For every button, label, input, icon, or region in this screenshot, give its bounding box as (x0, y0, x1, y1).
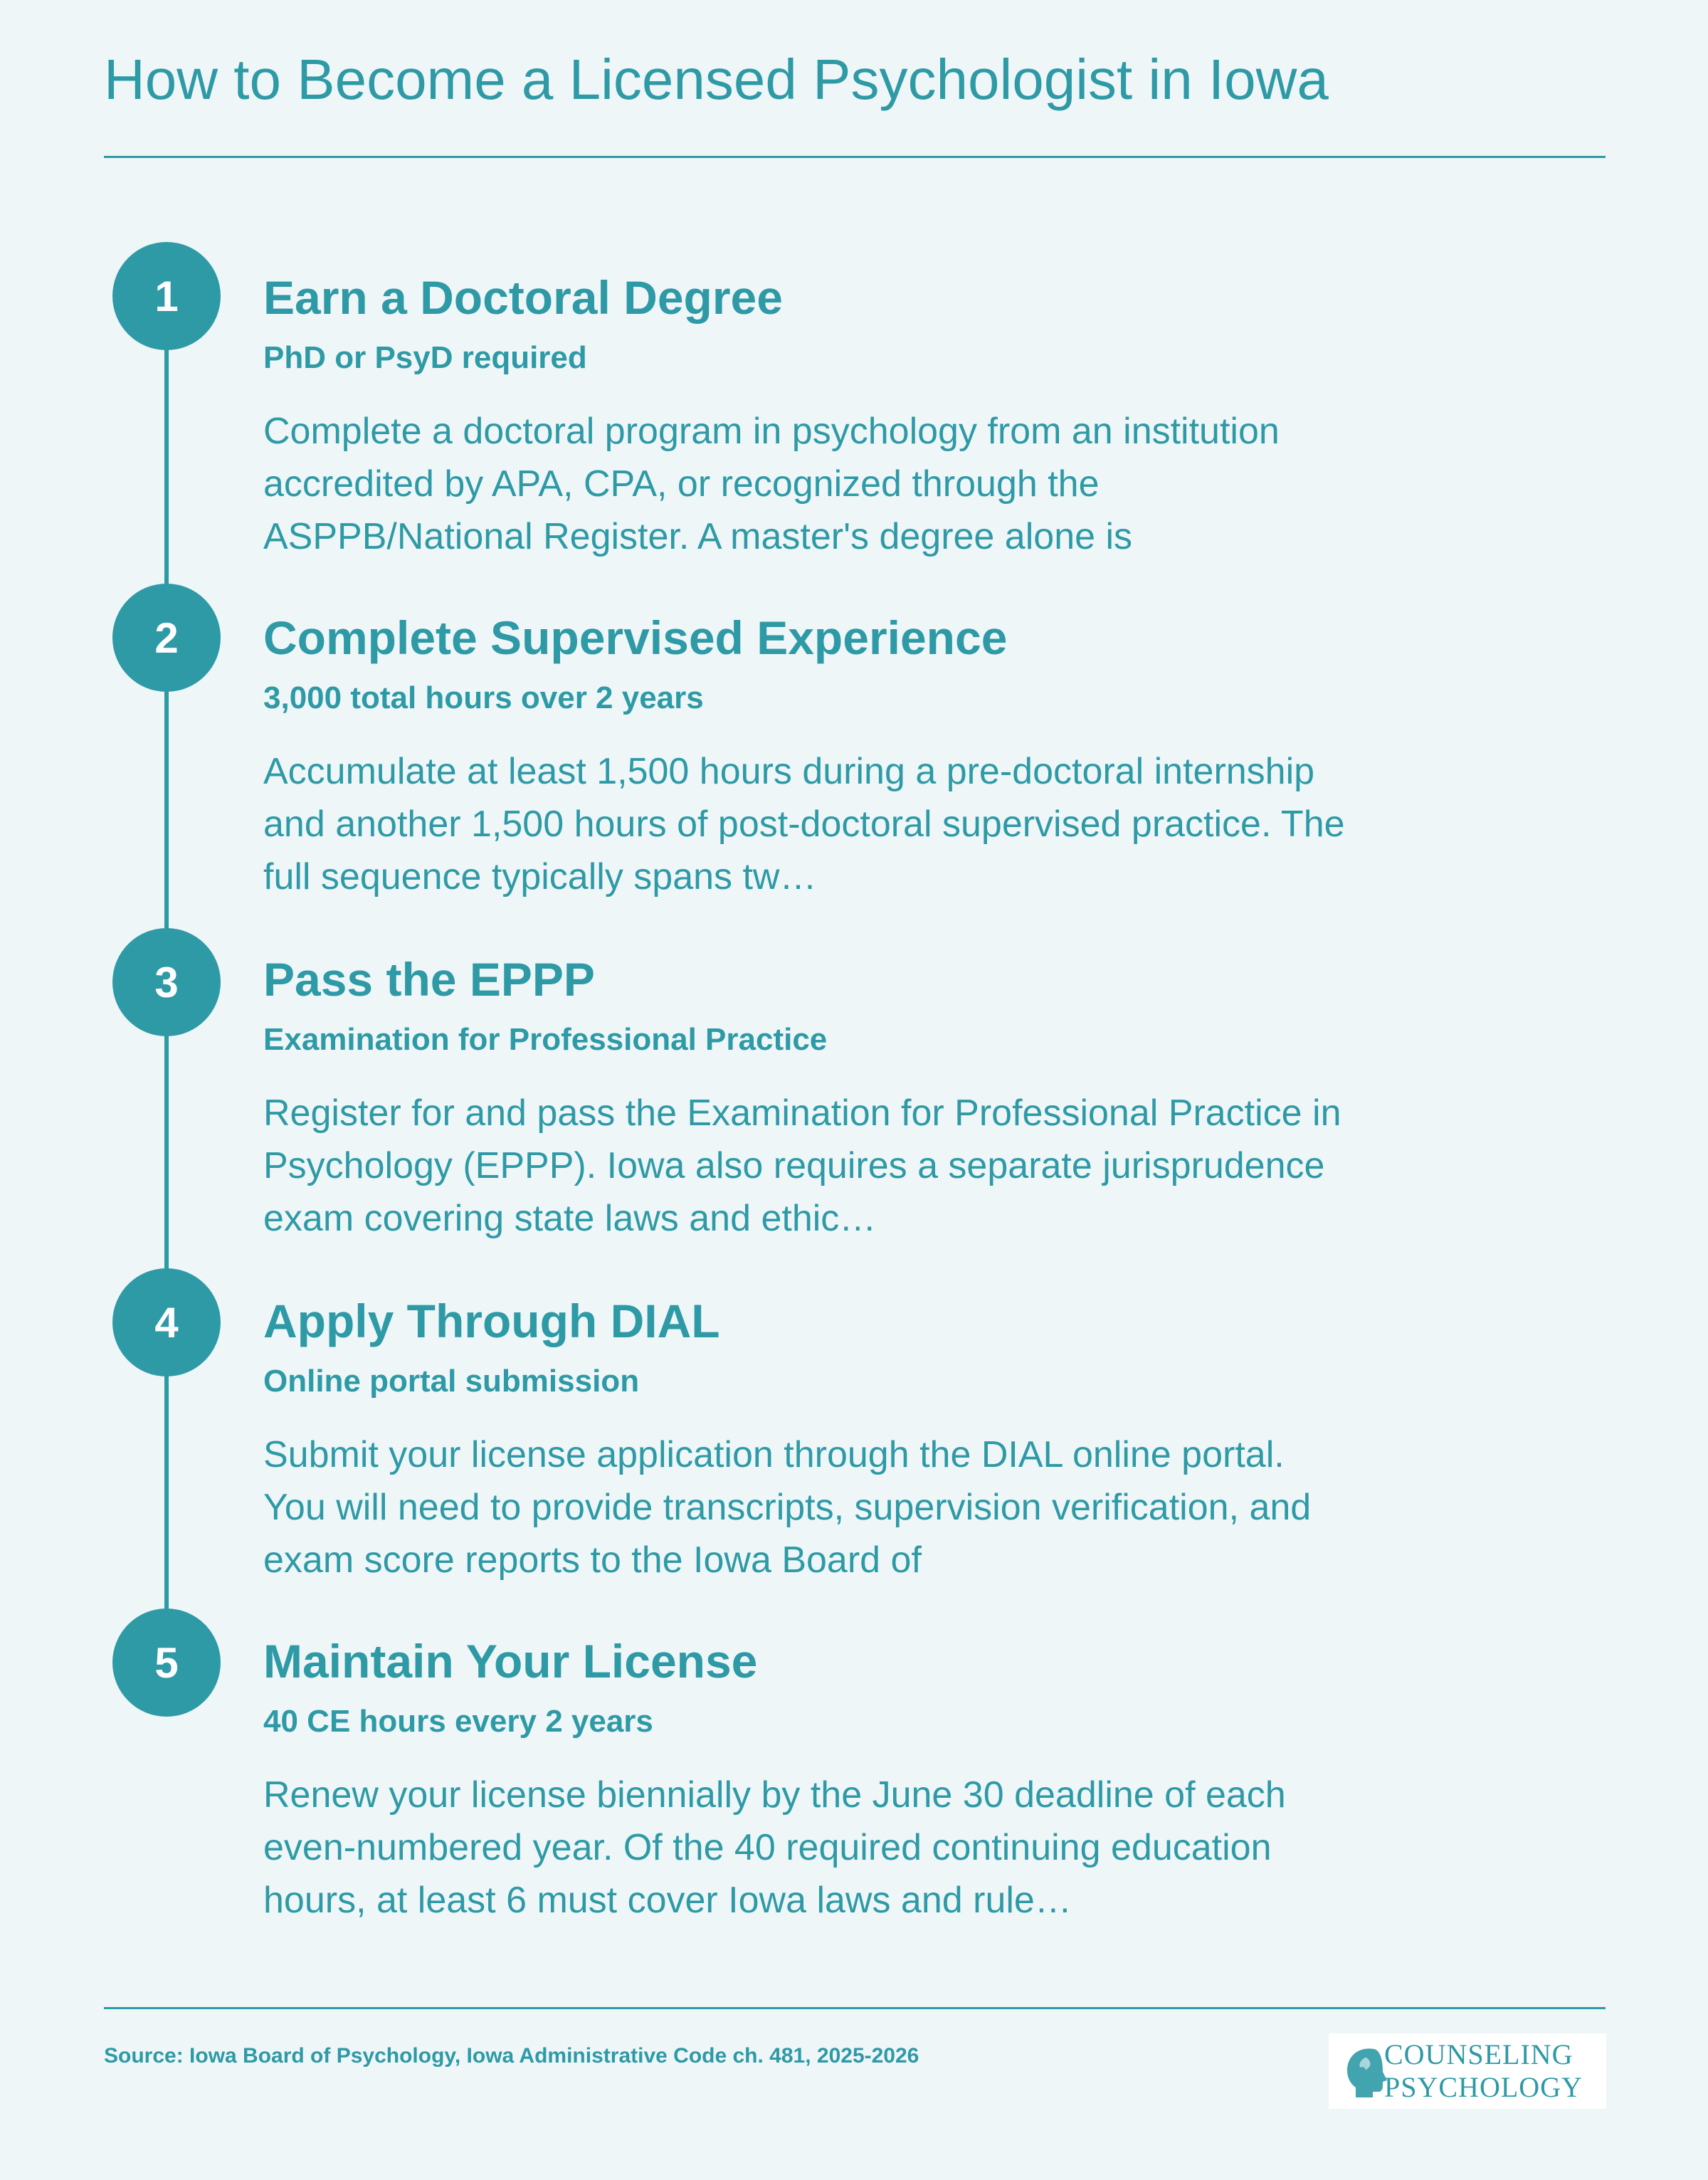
step-1 (263, 272, 1374, 563)
page-title: How to Become a Licensed Psychologist in Iowa (104, 48, 1329, 111)
step-1-number-badge: 1 (112, 242, 221, 350)
footer-divider (104, 2007, 1606, 2009)
step-4-description: Submit your license application through the DIAL online portal. You will need to provide transcripts, supervision verification, and exam score reports to the Iowa Board of (263, 1433, 1312, 1581)
source-note: Source: Iowa Board of Psychology, Iowa Administrative Code ch. 481, 2025-2026 (104, 2044, 919, 2068)
step-5-title: Maintain Your License (263, 1635, 758, 1687)
title-divider (104, 156, 1606, 158)
step-2-number-badge: 2 (112, 584, 221, 692)
step-2-description: Accumulate at least 1,500 hours during a pre-doctoral internship and another 1,500 hours of post-doctoral supervised practice. The full sequence typically spans tw… (263, 750, 1345, 897)
step-2 (263, 612, 1374, 903)
counseling-psychology-logo (1329, 2033, 1606, 2109)
step-2-subtitle: 3,000 total hours over 2 years (263, 680, 704, 715)
step-4-title: Apply Through DIAL (263, 1295, 720, 1347)
step-3 (263, 954, 1374, 1245)
logo-text-line-2: PSYCHOLOGY (1384, 2071, 1583, 2103)
step-2-title: Complete Supervised Experience (263, 611, 1008, 664)
step-1-subtitle: PhD or PsyD required (263, 339, 587, 375)
step-5-description: Renew your license biennially by the June 30 deadline of each even-numbered year. Of the 40 required continuing education hours, at least 6 must cover Iowa laws and rule… (263, 1774, 1286, 1921)
step-3-number-badge: 3 (112, 928, 221, 1036)
step-5 (263, 1636, 1374, 1927)
step-4 (263, 1295, 1374, 1586)
step-4-subtitle: Online portal submission (263, 1363, 640, 1399)
logo-text-line-1: COUNSELING (1384, 2038, 1573, 2070)
step-5-subtitle: 40 CE hours every 2 years (263, 1703, 653, 1739)
step-1-title: Earn a Doctoral Degree (263, 271, 783, 324)
step-4-number-badge: 4 (112, 1268, 221, 1376)
step-1-description: Complete a doctoral program in psychology from an institution accredited by APA, CPA, or recognized through the ASPPB/National Register. A master's degree alone is (263, 410, 1280, 557)
step-3-subtitle: Examination for Professional Practice (263, 1021, 828, 1057)
step-5-number-badge: 5 (112, 1608, 221, 1717)
step-3-title: Pass the EPPP (263, 953, 595, 1006)
step-3-description: Register for and pass the Examination for Professional Practice in Psychology (EPPP). Iowa also requires a separate jurisprudence exam covering state laws and ethic… (263, 1092, 1341, 1239)
